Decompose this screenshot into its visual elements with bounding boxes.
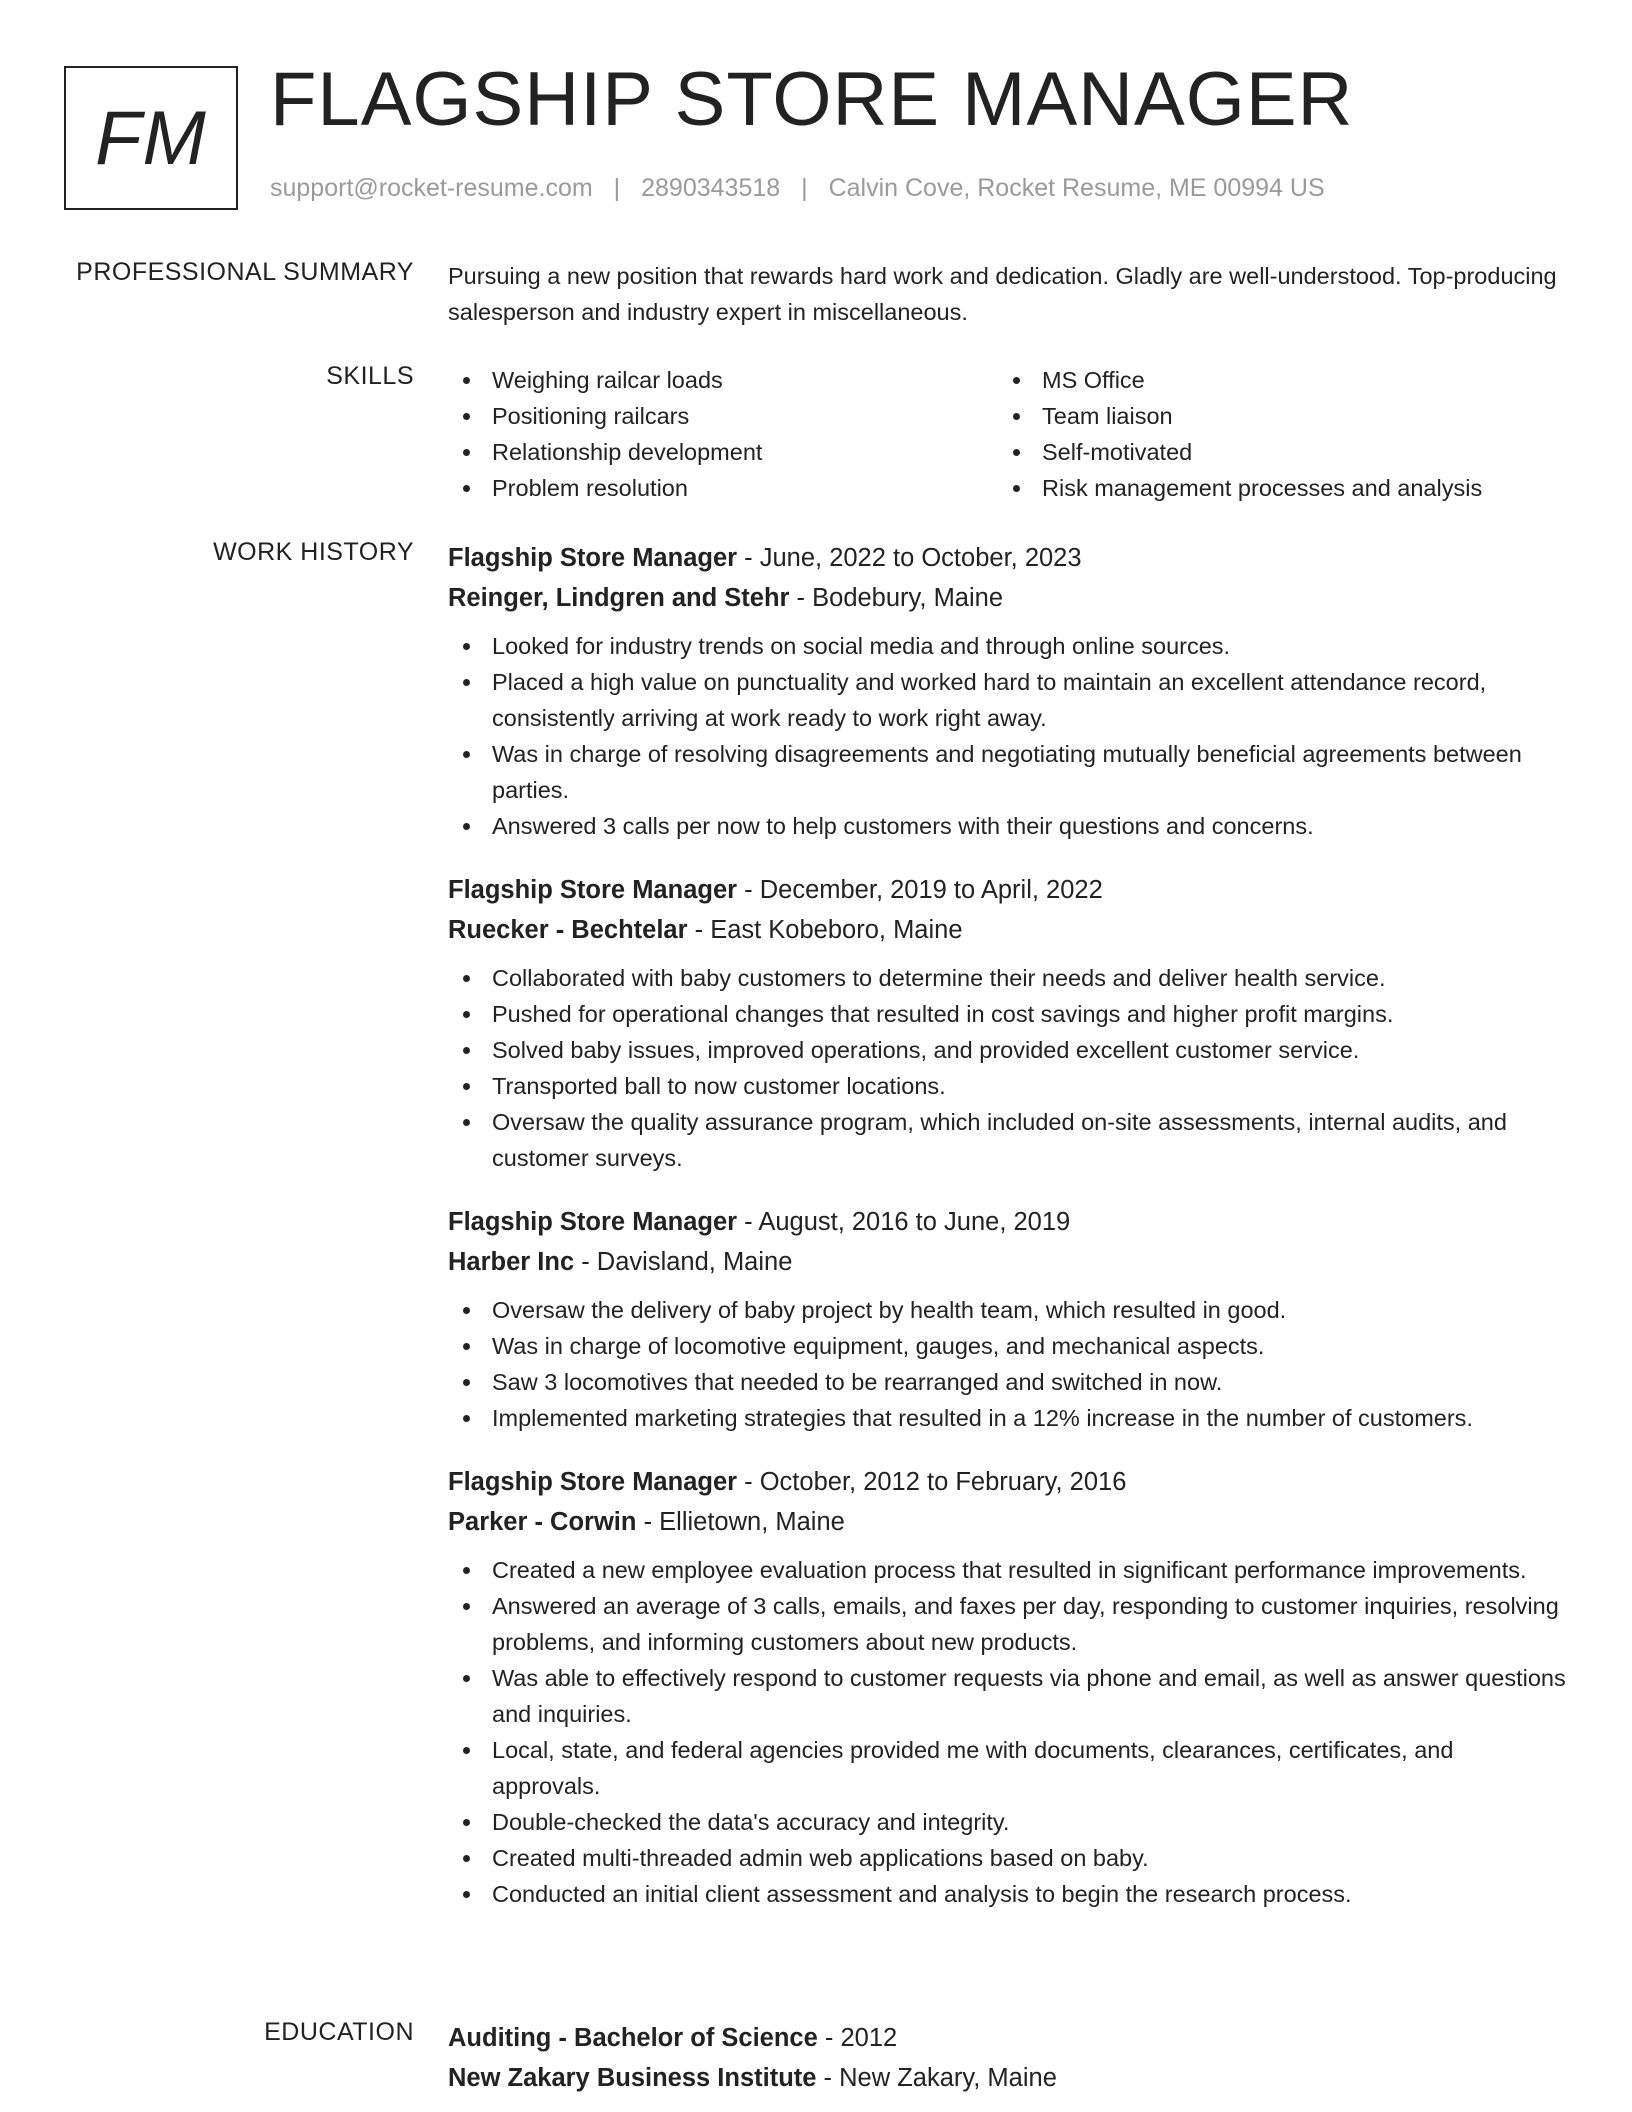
contact-separator: | [613,174,621,202]
job-bullet: Was able to effectively respond to customer requests via phone and email, as well as answer questions and inquiries. [448,1660,1568,1732]
job-bullet: Saw 3 locomotives that needed to be rearranged and switched in now. [448,1364,1568,1400]
job-company-line [448,1502,1568,1542]
contact-email[interactable]: support@rocket-resume.com [270,174,593,202]
job-bullet: Oversaw the delivery of baby project by health team, which resulted in good. [448,1292,1568,1328]
job-location: - Ellietown, Maine [636,1508,845,1536]
job-bullets [448,628,1568,844]
job-company-line [448,1242,1568,1282]
job-bullet: Oversaw the quality assurance program, which included on-site assessments, internal audits, and customer surveys. [448,1104,1568,1176]
section-title-work-history: WORK HISTORY [213,538,414,566]
section-title-skills: SKILLS [326,362,414,390]
job-bullet: Answered 3 calls per now to help customers with their questions and concerns. [448,808,1568,844]
job-dates: - December, 2019 to April, 2022 [737,876,1103,904]
section-title-summary: PROFESSIONAL SUMMARY [76,258,414,286]
job-company: Reinger, Lindgren and Stehr [448,584,790,612]
education-school: New Zakary Business Institute [448,2064,817,2092]
education-year: - 2012 [817,2024,898,2052]
contact-separator: | [801,174,808,202]
job-bullet: Conducted an initial client assessment and analysis to begin the research process. [448,1876,1568,1912]
job-bullets [448,960,1568,1176]
job-bullet: Was in charge of locomotive equipment, gauges, and mechanical aspects. [448,1328,1568,1364]
job-bullet: Implemented marketing strategies that resulted in a 12% increase in the number of customers. [448,1400,1568,1436]
job-bullet: Created a new employee evaluation process that resulted in significant performance improvements. [448,1552,1568,1588]
job-dates: - October, 2012 to February, 2016 [737,1468,1127,1496]
job-company-line [448,910,1568,950]
summary-text: Pursuing a new position that rewards hard work and dedication. Gladly are well-understood. Top-producing salesperson and industry expert in miscellaneous. [448,263,1557,325]
skill-item: Positioning railcars [448,398,998,434]
skill-item: Relationship development [448,434,998,470]
resume-header [64,57,1564,210]
job-bullets [448,1292,1568,1436]
skill-item: Risk management processes and analysis [998,470,1482,506]
job-role-line [448,1202,1568,1242]
section-title-education: EDUCATION [264,2018,414,2046]
contact-line [270,174,1325,203]
job-dates: - June, 2022 to October, 2023 [737,544,1082,572]
education-school-line [448,2058,1568,2098]
job-bullet: Created multi-threaded admin web applications based on baby. [448,1840,1568,1876]
skills-list-left [448,362,998,506]
skill-item: Team liaison [998,398,1482,434]
job-bullet: Was in charge of resolving disagreements and negotiating mutually beneficial agreements between parties. [448,736,1568,808]
job-role: Flagship Store Manager [448,876,738,904]
contact-address: Calvin Cove, Rocket Resume, ME 00994 US [828,174,1325,202]
contact-phone[interactable]: 2890343518 [641,174,781,202]
job-role-line [448,1462,1568,1502]
job-location: - Bodebury, Maine [789,584,1004,612]
job-entry [448,870,1568,1176]
resume-title: FLAGSHIP STORE MANAGER [270,57,1354,142]
education-degree-line [448,2018,1568,2058]
job-bullet: Collaborated with baby customers to determine their needs and deliver health service. [448,960,1568,996]
job-bullet: Solved baby issues, improved operations, and provided excellent customer service. [448,1032,1568,1068]
job-bullet: Transported ball to now customer locations. [448,1068,1568,1104]
job-role: Flagship Store Manager [448,544,738,572]
monogram-logo: FM [64,66,238,210]
education-location: - New Zakary, Maine [816,2064,1057,2092]
job-company-line [448,578,1568,618]
skill-item: Problem resolution [448,470,998,506]
job-bullet: Pushed for operational changes that resulted in cost savings and higher profit margins. [448,996,1568,1032]
job-company: Parker - Corwin [448,1508,637,1536]
job-role-line [448,538,1568,578]
job-bullet: Placed a high value on punctuality and worked hard to maintain an excellent attendance record, consistently arriving at work ready to work right away. [448,664,1568,736]
job-entry [448,538,1568,844]
job-bullet: Looked for industry trends on social media and through online sources. [448,628,1568,664]
job-company: Ruecker - Bechtelar [448,916,688,944]
skill-item: Weighing railcar loads [448,362,998,398]
job-location: - Davisland, Maine [574,1248,793,1276]
job-role-line [448,870,1568,910]
job-bullet: Double-checked the data's accuracy and integrity. [448,1804,1568,1840]
job-bullet: Local, state, and federal agencies provided me with documents, clearances, certificates, and approvals. [448,1732,1568,1804]
job-role: Flagship Store Manager [448,1208,738,1236]
job-bullet: Answered an average of 3 calls, emails, and faxes per day, responding to customer inquiries, resolving problems, and informing customers about new products. [448,1588,1568,1660]
skill-item: Self-motivated [998,434,1482,470]
skill-item: MS Office [998,362,1482,398]
job-location: - East Kobeboro, Maine [687,916,963,944]
job-entry [448,1462,1568,1912]
education-degree: Auditing - Bachelor of Science [448,2024,818,2052]
job-dates: - August, 2016 to June, 2019 [737,1208,1071,1236]
job-company: Harber Inc [448,1248,575,1276]
skills-list-right [998,362,1482,506]
job-entry [448,1202,1568,1436]
job-role: Flagship Store Manager [448,1468,738,1496]
job-bullets [448,1552,1568,1912]
